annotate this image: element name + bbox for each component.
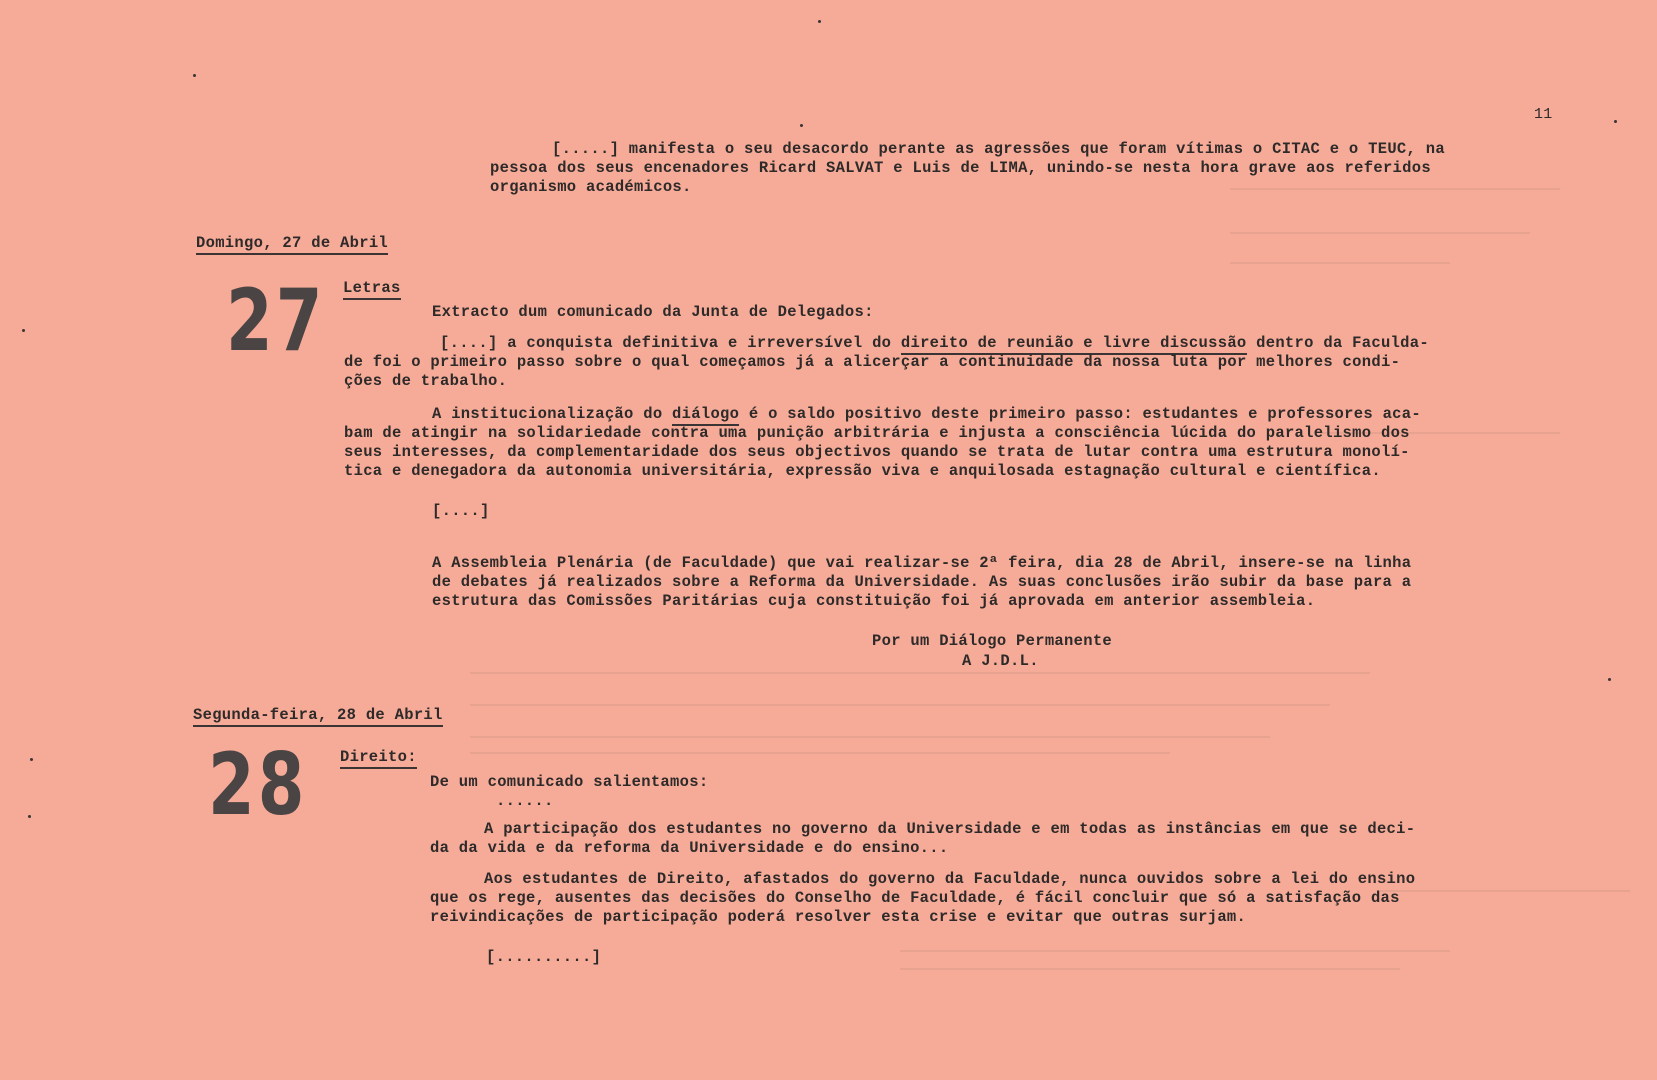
day28-ellipsis-bracket: [..........] — [486, 948, 602, 966]
day28-big-number: 28 — [208, 735, 308, 835]
day28-p2-line-1: Aos estudantes de Direito, afastados do governo da Faculdade, nunca ouvidos sobre a lei do ensino — [484, 870, 1416, 888]
day28-heading: Segunda-feira, 28 de Abril — [193, 706, 443, 724]
day28-p1-line-1: A participação dos estudantes no governo da Universidade e em todas as instâncias em que se deci- — [484, 820, 1416, 838]
day28-dots: ...... — [496, 792, 554, 810]
day28-p1-line-2: da da vida e da reforma da Universidade e do ensino... — [430, 839, 949, 857]
day27-p3-line-1: A Assembleia Plenária (de Faculdade) que vai realizar-se 2ª feira, dia 28 de Abril, insere-se na linha — [432, 554, 1412, 572]
day27-p3-line-3: estrutura das Comissões Paritárias cuja constituição foi já aprovada em anterior assembleia. — [432, 592, 1316, 610]
day27-closing-line-1: Por um Diálogo Permanente — [872, 632, 1113, 650]
intro-line-1: [.....] manifesta o seu desacordo perante as agressões que foram vítimas o CITAC e o TEUC, na — [552, 140, 1445, 158]
page-number: 11 — [1534, 106, 1553, 123]
day27-p1-line-3: ções de trabalho. — [344, 372, 508, 390]
day27-p3-line-2: de debates já realizados sobre a Reforma da Universidade. As suas conclusões irão subir da base para a — [432, 573, 1412, 591]
day27-p2-line-4: tica e denegadora da autonomia universitária, expressão viva e anquilosada estagnação cultural e científica. — [344, 462, 1381, 480]
day27-p2-line-3: seus interesses, da complementaridade dos seus objectivos quando se trata de lutar contra uma estrutura monolí- — [344, 443, 1410, 461]
intro-line-3: organismo académicos. — [490, 178, 692, 196]
intro-line-2: pessoa dos seus encenadores Ricard SALVAT e Luis de LIMA, unindo-se nesta hora grave aos referidos — [490, 159, 1431, 177]
day27-p2-line-1: A institucionalização do diálogo é o saldo positivo deste primeiro passo: estudantes e professores aca- — [432, 405, 1421, 423]
day28-p2-line-2: que os rege, ausentes das decisões do Conselho de Faculdade, é fácil concluir que só a satisfação das — [430, 889, 1400, 907]
day27-p1-line-1: [....] a conquista definitiva e irreversível do direito de reunião e livre discussão dentro da Faculda- — [440, 334, 1429, 352]
day27-heading: Domingo, 27 de Abril — [196, 234, 388, 252]
day27-section-label: Letras — [343, 279, 401, 297]
day27-p1-line-2: de foi o primeiro passo sobre o qual começamos já a alicerçar a continuidade da nossa luta por melhores condi- — [344, 353, 1401, 371]
day28-section-label: Direito: — [340, 748, 417, 766]
day27-subtitle: Extracto dum comunicado da Junta de Delegados: — [432, 303, 874, 321]
day27-closing-line-2: A J.D.L. — [962, 652, 1039, 670]
day27-p2-line-2: bam de atingir na solidariedade contra uma punição arbitrária e injusta a consciência lúcida do paralelismo dos — [344, 424, 1410, 442]
day28-subtitle: De um comunicado salientamos: — [430, 773, 709, 791]
day27-big-number: 27 — [226, 271, 326, 371]
day28-p2-line-3: reivindicações de participação poderá resolver esta crise e evitar que outras surjam. — [430, 908, 1247, 926]
day27-ellipsis-bracket: [....] — [432, 502, 490, 520]
